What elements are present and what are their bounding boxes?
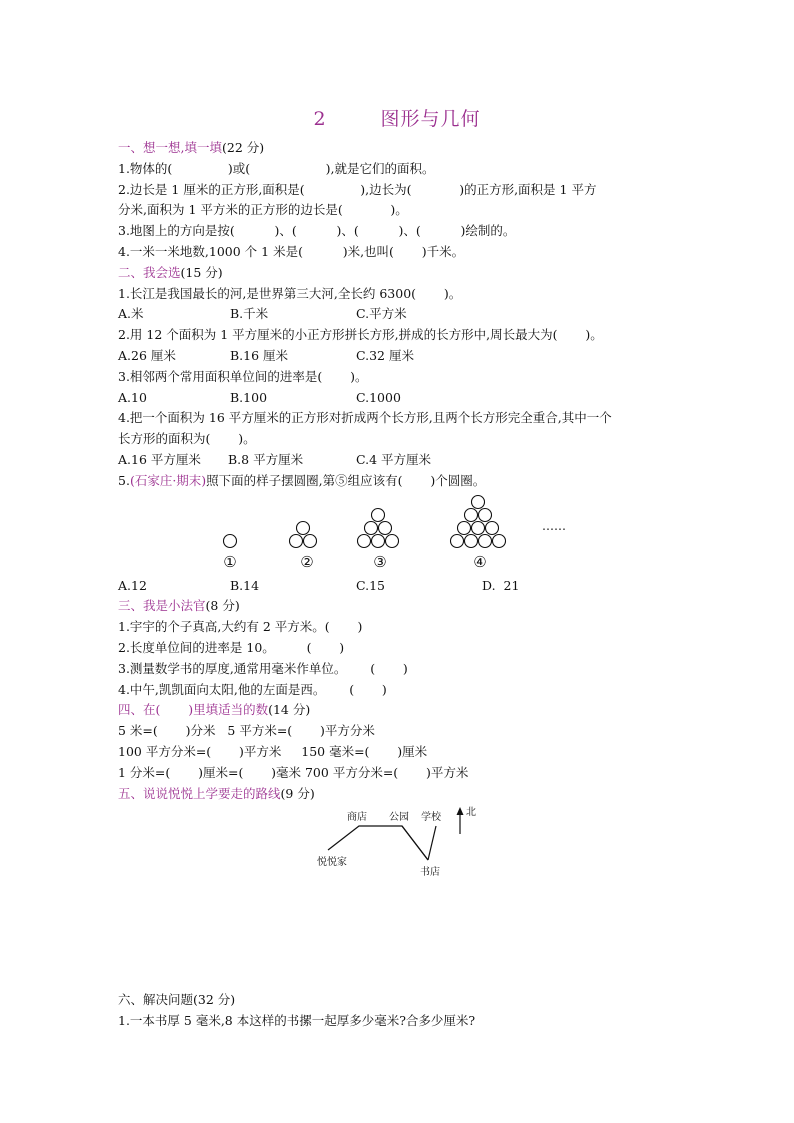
s2-q5-options — [118, 576, 688, 597]
s2-q1: 1.长江是我国最长的河,是世界第三大河,全长约 6300( )。 — [118, 285, 462, 301]
circle-group-4 — [451, 495, 506, 547]
s4-line3: 1 分米=( )厘米=( )毫米 700 平方分米=( )平方米 — [118, 764, 469, 780]
s4-line2: 100 平方分米=( )平方米 150 毫米=( )厘米 — [118, 743, 428, 759]
s2-q1-options — [118, 304, 688, 325]
map-label-school: 学校 — [421, 812, 441, 824]
circle-label-4: ④ — [473, 552, 487, 571]
s2-q2-options — [118, 346, 688, 367]
section-1-heading: 一、想一想,填一填(22 分) — [118, 140, 265, 155]
section-2-heading: 二、我会选(15 分) — [118, 264, 223, 280]
option-a: A.10 — [118, 389, 147, 405]
circle-label-1: ① — [223, 552, 237, 571]
map-label-park: 公园 — [389, 812, 409, 824]
s1-q3: 3.地图上的方向是按( )、( )、( )、( )绘制的。 — [118, 223, 516, 239]
s2-q5: 5.(石家庄·期末)照下面的样子摆圆圈,第⑤组应该有( )个圆圈。 — [118, 472, 486, 488]
circle-label-3: ③ — [373, 552, 387, 571]
circle-group-1 — [224, 534, 237, 547]
ellipsis: …… — [542, 518, 566, 533]
s2-q2: 2.用 12 个面积为 1 平方厘米的小正方形拼长方形,拼成的长方形中,周长最大为( )。 — [118, 327, 603, 343]
section-3-heading: 三、我是小法官(8 分) — [118, 598, 240, 614]
circle-pattern-figure — [118, 492, 688, 576]
option-b: B.16 厘米 — [230, 347, 289, 363]
section-5-heading: 五、说说悦悦上学要走的路线(9 分) — [118, 785, 315, 801]
map-label-home: 悦悦家 — [317, 857, 347, 869]
option-c: C.平方米 — [356, 306, 407, 322]
page-title — [0, 104, 794, 131]
route-path — [328, 826, 428, 860]
circle-group-2 — [290, 521, 317, 547]
circle-group-3 — [358, 508, 399, 547]
map-label-shop: 商店 — [347, 812, 367, 824]
option-b: B.千米 — [230, 306, 269, 322]
option-c: C.1000 — [356, 389, 401, 405]
s2-q4-line2: 长方形的面积为( )。 — [118, 431, 256, 447]
s3-q4: 4.中午,凯凯面向太阳,他的左面是西。 ( ) — [118, 681, 387, 697]
school-branch — [402, 826, 428, 860]
s1-q2-line2: 分米,面积为 1 平方米的正方形的边长是( )。 — [118, 202, 408, 218]
s3-q2: 2.长度单位间的进率是 10。 ( ) — [118, 639, 345, 655]
s6-q1: 1.一本书厚 5 毫米,8 本这样的书摞一起厚多少毫米?合多少厘米? — [118, 1013, 476, 1029]
title-number: 2 — [313, 108, 327, 130]
option-a: A.米 — [118, 306, 144, 322]
option-d: D. 21 — [482, 577, 520, 593]
s1-q1: 1.物体的( )或( ),就是它们的面积。 — [118, 160, 435, 176]
route-map — [118, 804, 688, 984]
option-a: A.12 — [118, 577, 147, 593]
option-c: C.32 厘米 — [356, 347, 414, 363]
option-c: C.15 — [356, 577, 385, 593]
s3-q3: 3.测量数学书的厚度,通常用毫米作单位。 ( ) — [118, 660, 408, 676]
option-c: C.4 平方厘米 — [356, 451, 432, 467]
circle-label-2: ② — [300, 552, 314, 571]
option-b: B.8 平方厘米 — [228, 451, 304, 467]
option-a: A.26 厘米 — [118, 347, 176, 363]
s2-q4-line1: 4.把一个面积为 16 平方厘米的正方形对折成两个长方形,且两个长方形完全重合,其中一个 — [118, 410, 612, 426]
worksheet-content — [118, 138, 688, 1032]
option-b: B.100 — [230, 389, 268, 405]
north-arrow-head — [457, 807, 464, 815]
s2-q3: 3.相邻两个常用面积单位间的进率是( )。 — [118, 368, 368, 384]
s1-q4: 4.一米一米地数,1000 个 1 米是( )米,也叫( )千米。 — [118, 243, 465, 259]
option-b: B.14 — [230, 577, 260, 593]
s2-q3-options — [118, 388, 688, 409]
section-4-heading: 四、在( )里填适当的数(14 分) — [118, 702, 311, 718]
map-label-bookstore: 书店 — [420, 867, 440, 879]
s4-line1: 5 米=( )分米 5 平方米=( )平方分米 — [118, 723, 375, 739]
map-label-north: 北 — [466, 807, 476, 819]
school-to-bookstore — [428, 826, 436, 860]
s1-q2-line1: 2.边长是 1 厘米的正方形,面积是( ),边长为( )的正方形,面积是 1 平方 — [118, 181, 597, 197]
option-a: A.16 平方厘米 — [118, 451, 201, 467]
section-6-heading: 六、解决问题(32 分) — [118, 992, 236, 1008]
s3-q1: 1.宇宇的个子真高,大约有 2 平方米。( ) — [118, 619, 363, 635]
question-source: (石家庄·期末) — [129, 472, 207, 488]
title-text: 图形与几何 — [380, 108, 481, 130]
s2-q4-options — [118, 450, 688, 471]
